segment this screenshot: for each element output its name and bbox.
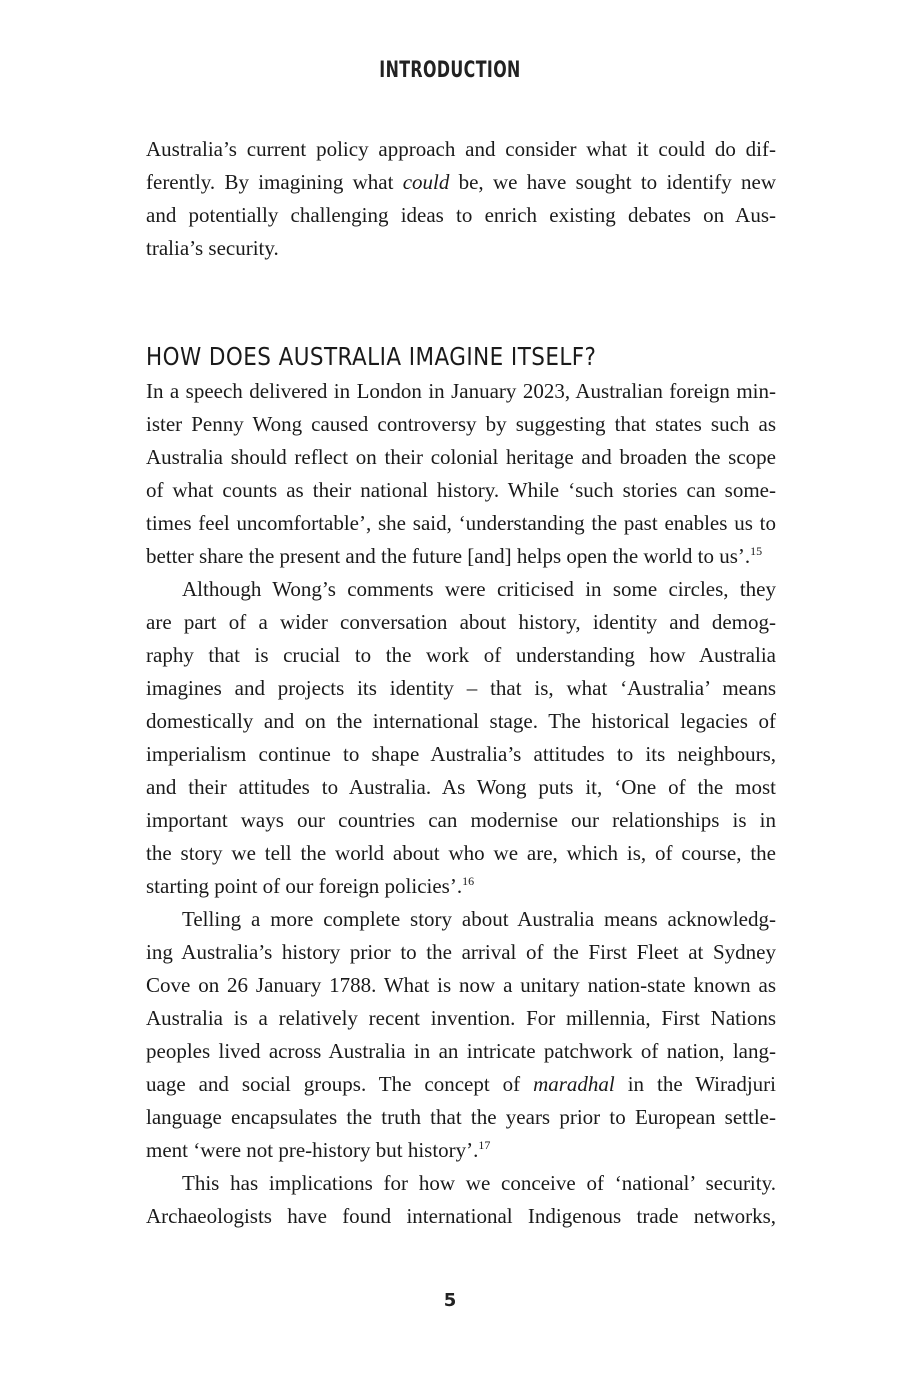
section-heading: HOW DOES AUSTRALIA IMAGINE ITSELF? [146,342,597,371]
paragraph-4 [146,1167,776,1233]
page-number: 5 [443,1290,457,1311]
footnote-ref-15: 15 [750,544,763,558]
text-line: are part of a wider conversation about history, identity and demog- [146,610,776,634]
text-line: ferently. By imagining what could be, we have sought to identify new [146,170,777,194]
text-line-with-footnote [146,1134,776,1167]
text-line: This has implications for how we conceive of ‘national’ security. [182,1171,776,1195]
text-line: Although Wong’s comments were criticised in some circles, they [182,577,776,601]
text-line: language encapsulates the truth that the years prior to European settle- [146,1105,776,1129]
text-line: and potentially challenging ideas to enrich existing debates on Aus- [146,203,776,227]
text-line: the story we tell the world about who we are, which is, of course, the [146,841,776,865]
text-line: important ways our countries can modernise our relationships is in [146,808,776,832]
text-line: Archaeologists have found international Indigenous trade networks, [146,1204,776,1228]
text-line: uage and social groups. The concept of maradhal in the Wiradjuri [146,1072,776,1096]
text-line-with-footnote [146,540,776,573]
text-line: Australia should reflect on their colonial heritage and broaden the scope [146,445,776,469]
text-line: In a speech delivered in London in January 2023, Australian foreign min- [146,379,776,403]
footnote-ref-16: 16 [462,874,475,888]
text-line: Cove on 26 January 1788. What is now a unitary nation-state known as [146,973,776,997]
footnote-ref-17: 17 [478,1138,491,1152]
running-head: INTRODUCTION [379,58,521,83]
emphasis: maradhal [533,1072,615,1096]
text-line: imagines and projects its identity – that is, what ‘Australia’ means [146,676,776,700]
intro-paragraph [146,133,776,265]
paragraph-3 [146,903,776,1167]
text-line: imperialism continue to shape Australia’s attitudes to its neighbours, [146,742,776,766]
text-line: domestically and on the international stage. The historical legacies of [146,709,776,733]
text-line: ment ‘were not pre-history but history’. [146,1138,479,1162]
text-line: tralia’s security. [146,236,279,260]
text-line: Australia’s current policy approach and consider what it could do dif- [146,137,776,161]
text-line: peoples lived across Australia in an intricate patchwork of nation, lang- [146,1039,776,1063]
text-line: times feel uncomfortable’, she said, ‘understanding the past enables us to [146,511,776,535]
text-line: Australia is a relatively recent invention. For millennia, First Nations [146,1006,776,1030]
text-line: starting point of our foreign policies’. [146,874,463,898]
text-line: better share the present and the future [and] helps open the world to us’. [146,544,751,568]
paragraph-1 [146,375,776,573]
paragraph-2 [146,573,776,903]
text-line: raphy that is crucial to the work of understanding how Australia [146,643,776,667]
body-text [146,133,776,1233]
text-line-with-footnote [146,870,776,903]
text-line: of what counts as their national history. While ‘such stories can some- [146,478,776,502]
text-line: ing Australia’s history prior to the arrival of the First Fleet at Sydney [146,940,776,964]
emphasis: could [402,170,450,194]
text-line: and their attitudes to Australia. As Wong puts it, ‘One of the most [146,775,776,799]
text-line: Telling a more complete story about Australia means acknowledg- [182,907,776,931]
text-line: ister Penny Wong caused controversy by suggesting that states such as [146,412,776,436]
